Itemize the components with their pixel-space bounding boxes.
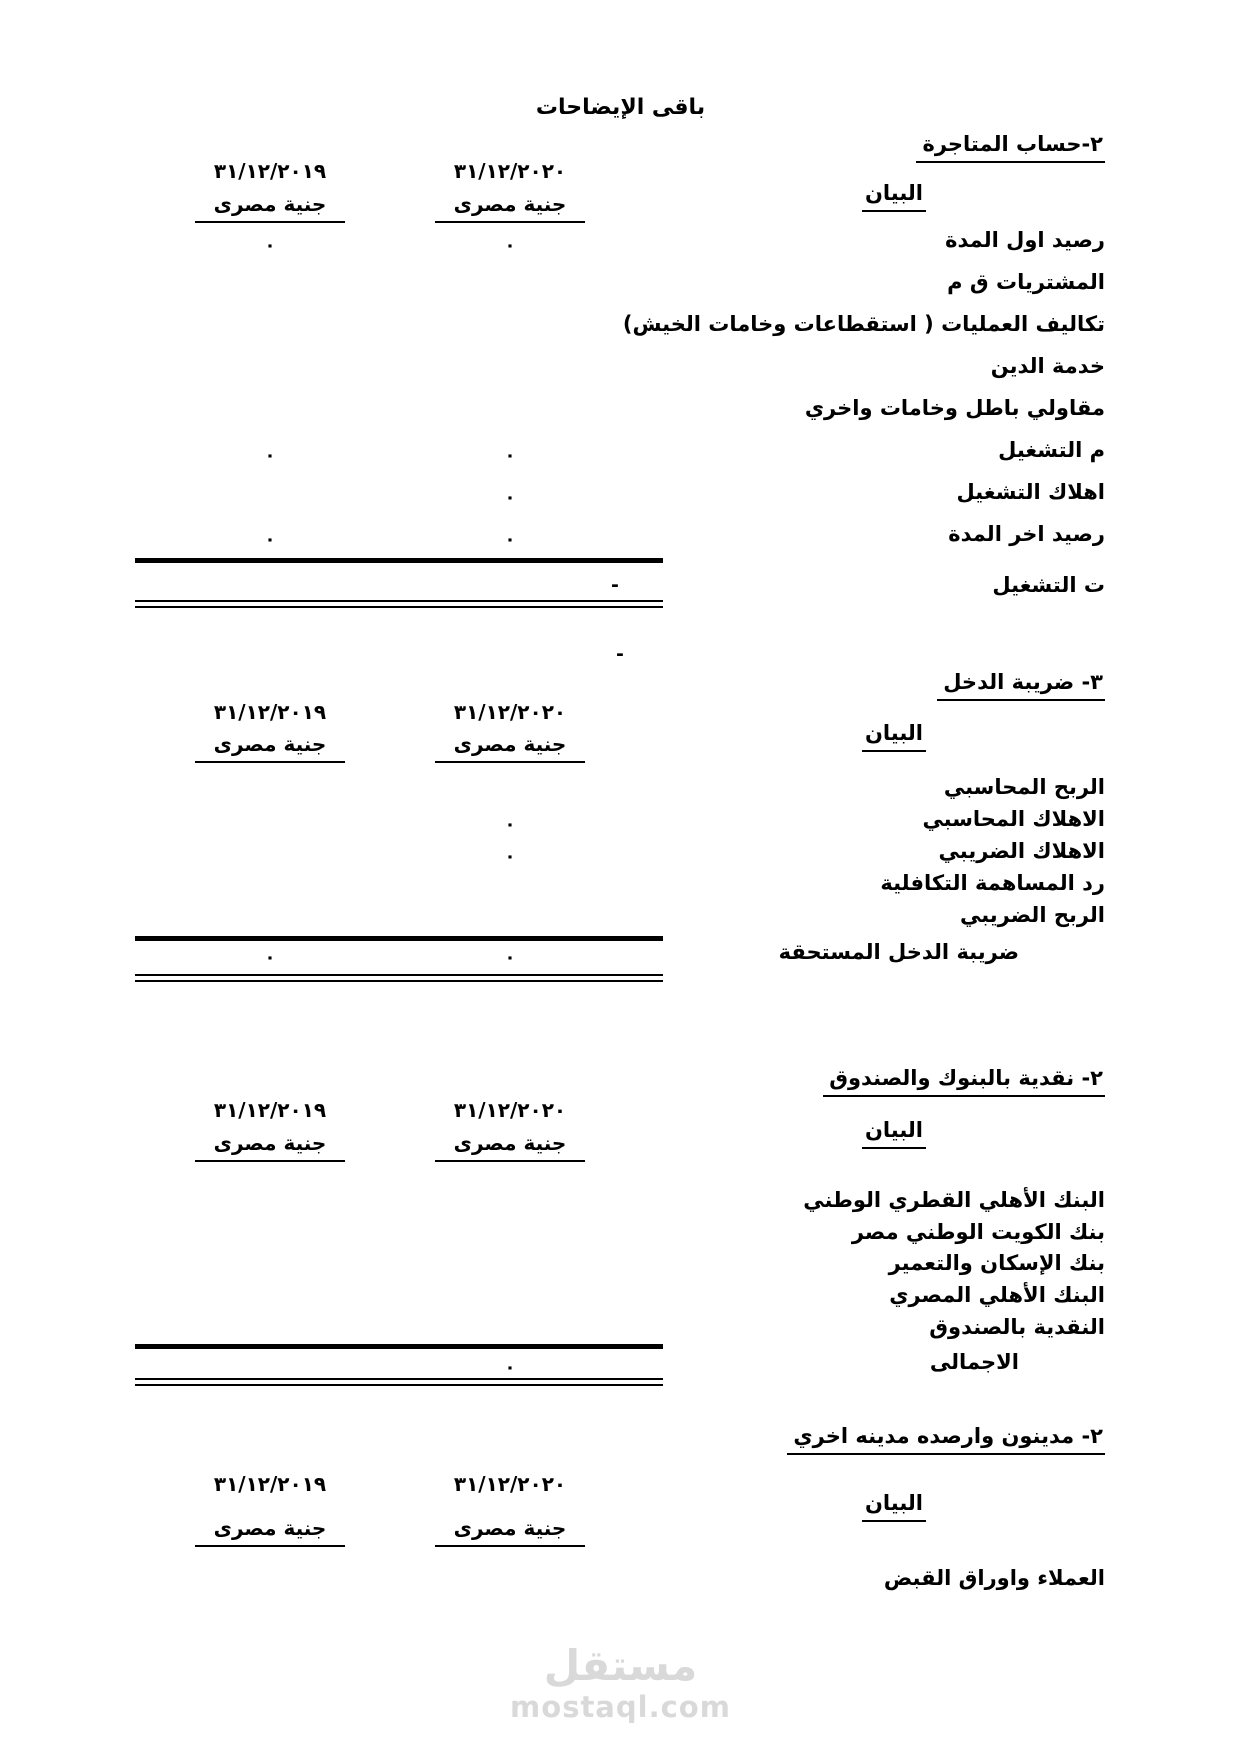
- row-label: مقاولي باطل وخامات واخري: [804, 396, 1105, 420]
- column-currency-2020: جنية مصرى: [435, 1127, 585, 1162]
- row-label: م التشغيل: [998, 438, 1105, 462]
- row-label: الاجمالى: [929, 1350, 1019, 1374]
- double-line: [135, 974, 663, 982]
- value-2019: ٠: [264, 529, 276, 550]
- column-date-2019: ٣١/١٢/٢٠١٩: [213, 1098, 327, 1122]
- row-label: الاهلاك المحاسبي: [922, 807, 1105, 831]
- column-date-2020: ٣١/١٢/٢٠٢٠: [453, 159, 567, 183]
- double-line: [135, 1378, 663, 1386]
- statement-label: البيان: [862, 1114, 926, 1149]
- row-label: البنك الأهلي القطري الوطني: [803, 1188, 1105, 1212]
- column-currency-2020: جنية مصرى: [435, 188, 585, 223]
- section-heading-trading-account: ٢-حساب المتاجرة: [916, 128, 1105, 163]
- row-label: رصيد اول المدة: [945, 228, 1105, 252]
- value-2020: ٠: [504, 235, 516, 256]
- column-date-2019: ٣١/١٢/٢٠١٩: [213, 159, 327, 183]
- column-date-2020: ٣١/١٢/٢٠٢٠: [453, 700, 567, 724]
- row-label: بنك الكويت الوطني مصر: [851, 1220, 1105, 1244]
- value-2019: ٠: [264, 445, 276, 466]
- row-label: خدمة الدين: [990, 354, 1105, 378]
- row-label: ت التشغيل: [992, 573, 1105, 597]
- double-line: [135, 600, 663, 608]
- column-currency-2019: جنية مصرى: [195, 188, 345, 223]
- value-2020: ٠: [504, 529, 516, 550]
- value-2020: ٠: [504, 1357, 516, 1378]
- statement-label: البيان: [862, 177, 926, 212]
- column-currency-2020: جنية مصرى: [435, 728, 585, 763]
- column-currency-2019: جنية مصرى: [195, 728, 345, 763]
- section-heading-income-tax: ٣- ضريبة الدخل: [937, 666, 1105, 701]
- watermark: [508, 1640, 733, 1722]
- thick-line: [135, 558, 663, 563]
- row-label: الربح الضريبي: [959, 903, 1105, 927]
- value-2020: ٠: [504, 487, 516, 508]
- row-label: المشتريات ق م: [947, 270, 1105, 294]
- value-2020: ٠: [504, 846, 516, 867]
- value-2020: ٠: [504, 445, 516, 466]
- thick-line: [135, 1344, 663, 1349]
- row-label: النقدية بالصندوق: [929, 1315, 1105, 1339]
- row-label: ضريبة الدخل المستحقة: [778, 940, 1019, 964]
- column-date-2020: ٣١/١٢/٢٠٢٠: [453, 1098, 567, 1122]
- statement-label: البيان: [862, 717, 926, 752]
- row-label: الاهلاك الضريبي: [938, 839, 1105, 863]
- statement-label: البيان: [862, 1487, 926, 1522]
- column-currency-2019: جنية مصرى: [195, 1512, 345, 1547]
- value-2019: ٠: [264, 235, 276, 256]
- row-label: رصيد اخر المدة: [948, 522, 1105, 546]
- mostaql-logo: مستقل: [543, 1641, 698, 1690]
- column-currency-2019: جنية مصرى: [195, 1127, 345, 1162]
- row-label: بنك الإسكان والتعمير: [888, 1251, 1105, 1275]
- section-heading-debtors: ٢- مدينون وارصده مدينه اخري: [787, 1420, 1105, 1455]
- column-date-2019: ٣١/١٢/٢٠١٩: [213, 700, 327, 724]
- value-2020: ٠: [504, 814, 516, 835]
- column-date-2020: ٣١/١٢/٢٠٢٠: [453, 1472, 567, 1496]
- column-currency-2020: جنية مصرى: [435, 1512, 585, 1547]
- value-2019: ٠: [264, 947, 276, 968]
- row-label: تكاليف العمليات ( استقطاعات وخامات الخيش): [622, 312, 1105, 336]
- value-dash: -: [611, 574, 619, 596]
- value-2020: ٠: [504, 947, 516, 968]
- row-label: العملاء واوراق القبض: [883, 1566, 1105, 1590]
- column-date-2019: ٣١/١٢/٢٠١٩: [213, 1472, 327, 1496]
- row-label: رد المساهمة التكافلية: [880, 871, 1105, 895]
- thick-line: [135, 936, 663, 941]
- watermark-domain: mostaql.com: [510, 1690, 731, 1724]
- row-label: اهلاك التشغيل: [956, 480, 1105, 504]
- page-title: باقى الإيضاحات: [535, 95, 706, 120]
- stray-dash-value: -: [616, 643, 624, 665]
- section-heading-cash-banks: ٢- نقدية بالبنوك والصندوق: [823, 1062, 1105, 1097]
- row-label: البنك الأهلي المصري: [889, 1283, 1105, 1307]
- row-label: الربح المحاسبي: [943, 775, 1105, 799]
